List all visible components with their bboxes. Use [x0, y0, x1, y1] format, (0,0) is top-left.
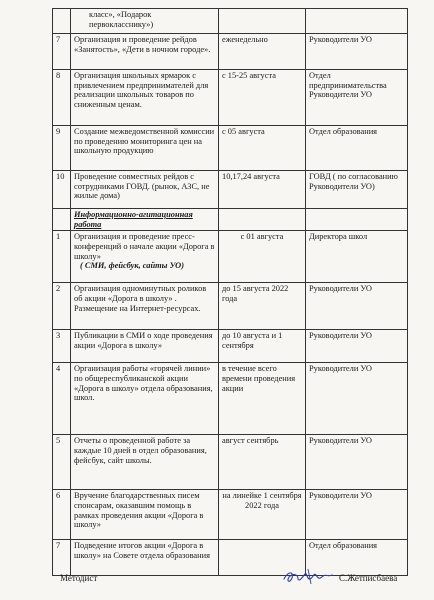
row-number: 2	[53, 283, 71, 330]
date-cell: с 05 августа	[219, 126, 306, 171]
date-cell: с 15-25 августа	[219, 70, 306, 126]
date-cell: с 01 августа	[219, 231, 306, 283]
responsible-cell: Руководители УО	[306, 330, 408, 363]
row-number: 3	[53, 330, 71, 363]
date-cell: до 15 августа 2022 года	[219, 283, 306, 330]
activity-cell: Организация и проведение рейдов «Занятость», «Дети в ночном городе».	[71, 34, 219, 70]
table-row	[53, 171, 408, 209]
activity-cell: Вручение благодарственных писем спонсарам, оказавшим помощь в рамках проведения акции «Дорога в школу»	[71, 490, 219, 540]
date-cell: до 10 августа и 1 сентября	[219, 330, 306, 363]
row-number	[53, 9, 71, 34]
activity-cell: Организация и проведение пресс-конференций о начале акции «Дорога в школу» ( СМИ, фейсбук, сайты УО)	[71, 231, 219, 283]
responsible-cell: Директора школ	[306, 231, 408, 283]
table-row	[53, 330, 408, 363]
row-number: 8	[53, 70, 71, 126]
action-plan-table	[52, 8, 408, 576]
activity-cell: Отчеты о проведенной работе за каждые 10 дней в отдел образования, фейсбук, сайт школы.	[71, 435, 219, 490]
table-row	[53, 435, 408, 490]
responsible-cell	[306, 9, 408, 34]
responsible-cell: Руководители УО	[306, 363, 408, 435]
table-row	[53, 283, 408, 330]
table-row	[53, 363, 408, 435]
row-number: 10	[53, 171, 71, 209]
responsible-cell: Руководители УО	[306, 283, 408, 330]
activity-cell: Организация школьных ярмарок с привлечением предпринимателей для реализации школьных товаров по сниженным ценам.	[71, 70, 219, 126]
date-cell: август сентябрь	[219, 435, 306, 490]
row-number: 7	[53, 34, 71, 70]
date-cell	[219, 9, 306, 34]
row-number: 5	[53, 435, 71, 490]
table-row	[53, 540, 408, 576]
activity-cell: Публикации в СМИ о ходе проведения акции «Дорога в школу»	[71, 330, 219, 363]
activity-cell: класс», «Подарок первокласснику»)	[71, 9, 219, 34]
section-title: Информационно-агитационная работа	[71, 209, 219, 231]
handwritten-signature	[280, 565, 335, 587]
signer-name: С.Жетписбаева	[339, 573, 398, 583]
row-number: 6	[53, 490, 71, 540]
table-row	[53, 490, 408, 540]
activity-cell: Организация одноминутных роликов об акции «Дорога в школу» . Размещение на Интернет-ресурсах.	[71, 283, 219, 330]
section-row	[53, 209, 408, 231]
responsible-cell: Руководители УО	[306, 34, 408, 70]
date-cell: еженедельно	[219, 34, 306, 70]
responsible-cell: Отдел образования	[306, 126, 408, 171]
responsible-cell: Отдел образования	[306, 540, 408, 576]
row-number: 7	[53, 540, 71, 576]
responsible-cell: ГОВД ( по согласованию Руководители УО)	[306, 171, 408, 209]
signer-position: Методист	[60, 573, 98, 583]
activity-cell: Проведение совместных рейдов с сотрудниками ГОВД. (рынок, АЗС, не жилые дома)	[71, 171, 219, 209]
activity-cell: Подведение итогов акции «Дорога в школу» на Совете отдела образования	[71, 540, 219, 576]
date-cell: в течение всего времени проведения акции	[219, 363, 306, 435]
table-row	[53, 9, 408, 34]
table-row	[53, 70, 408, 126]
responsible-cell: Отдел предпринимательства Руководители УО	[306, 70, 408, 126]
activity-cell: Организация работы «горячей линии» по общереспубликанской акции «Дорога в школу» отдела образования, школ.	[71, 363, 219, 435]
activity-cell: Создание межведомственной комиссии по проведению мониторинга цен на школьную продукцию	[71, 126, 219, 171]
row-number: 4	[53, 363, 71, 435]
row-number: 1	[53, 231, 71, 283]
date-cell: на линейке 1 сентября 2022 года	[219, 490, 306, 540]
date-cell: 10,17,24 августа	[219, 171, 306, 209]
responsible-cell: Руководители УО	[306, 490, 408, 540]
table-row	[53, 126, 408, 171]
table-row	[53, 34, 408, 70]
responsible-cell: Руководители УО	[306, 435, 408, 490]
row-number: 9	[53, 126, 71, 171]
table-row	[53, 231, 408, 283]
